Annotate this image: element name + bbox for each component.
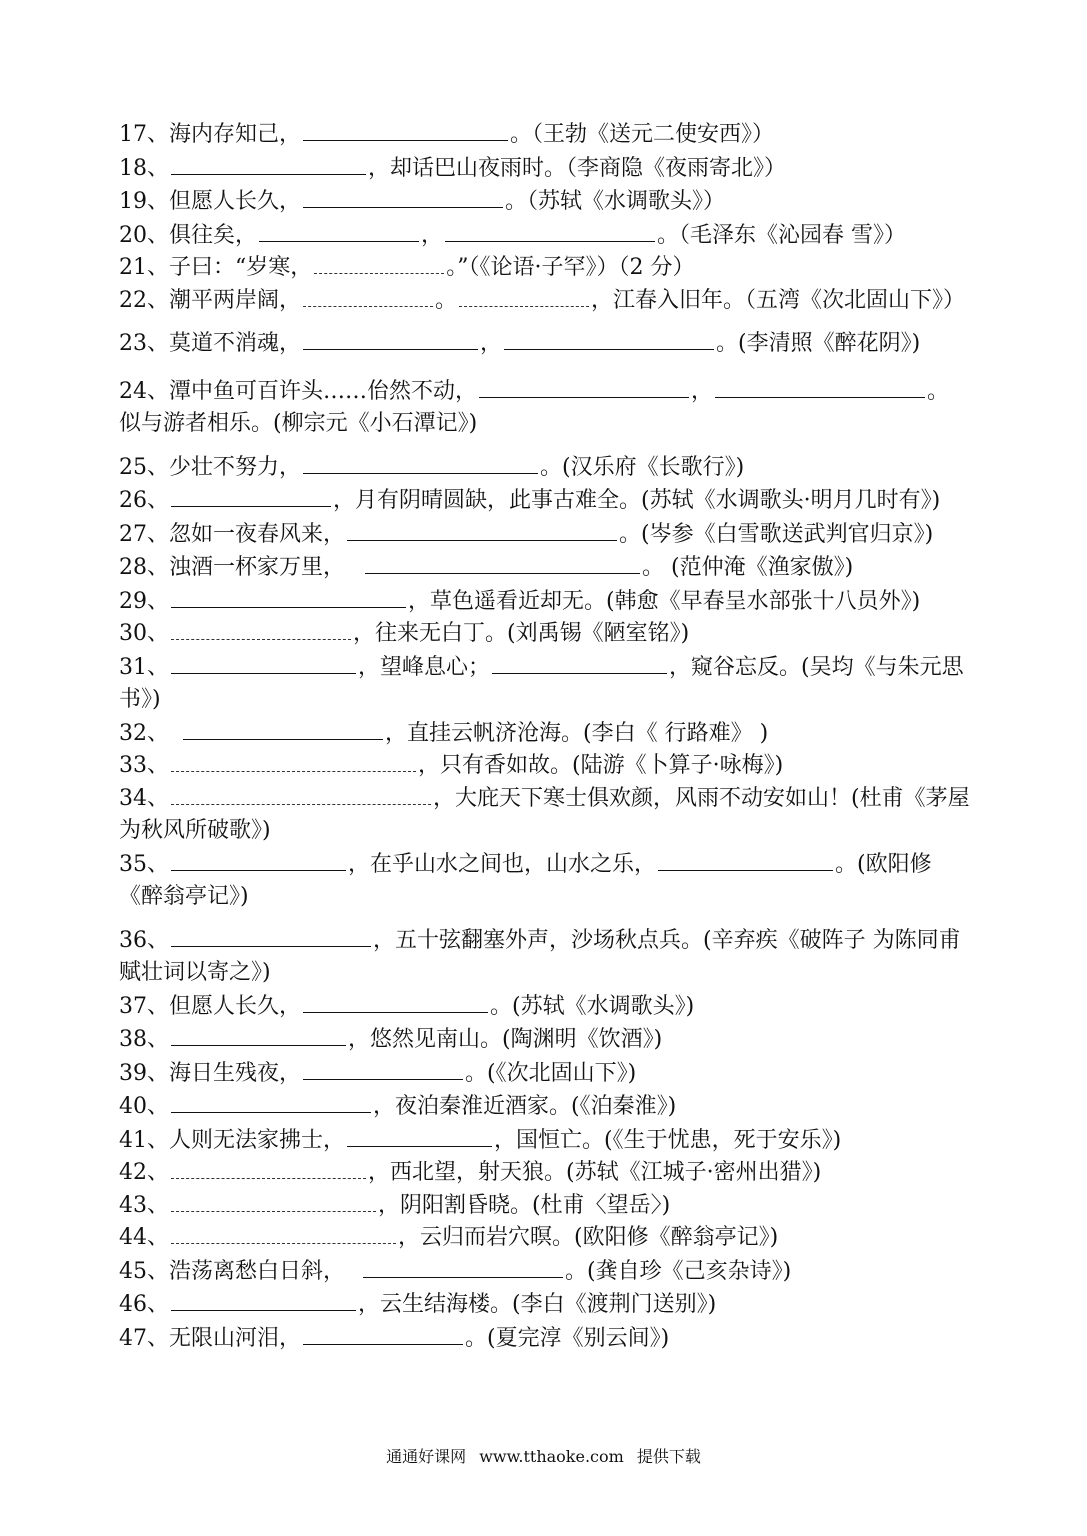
footer-url[interactable]: www.tthaoke.com (479, 1447, 624, 1466)
answer-blank[interactable] (365, 551, 640, 574)
question-43: 43、 ，阴阳割昏晓。(杜甫〈望岳〉) (119, 1192, 671, 1218)
question-46: 46、 ，云生结海楼。(李白《渡荆门送别》) (119, 1288, 971, 1322)
answer-blank[interactable] (492, 651, 667, 674)
answer-blank[interactable] (171, 1288, 356, 1311)
question-22: 22、潮平两岸阔， 。 ，江春入旧年。（五湾《次北固山下》） (119, 287, 966, 313)
question-45: 45、浩荡离愁白日斜， 。(龚自珍《己亥杂诗》) (119, 1255, 971, 1289)
answer-blank[interactable] (303, 118, 508, 141)
answer-blank[interactable] (363, 1255, 563, 1278)
answer-blank[interactable] (171, 1090, 371, 1113)
answer-blank[interactable] (459, 286, 589, 307)
question-39: 39、海日生残夜， 。(《次北固山下》) (119, 1057, 971, 1091)
question-47: 47、无限山河泪， 。(夏完淳《别云间》) (119, 1322, 971, 1356)
question-21: 21、子曰：“岁寒， 。”（《论语·子罕》）（2 分） (119, 255, 695, 280)
question-27: 27、忽如一夜春风来， 。(岑参《白雪歌送武判官归京》) (119, 518, 971, 552)
answer-blank[interactable] (171, 651, 356, 674)
question-41: 41、人则无法家拂士， ，国恒亡。(《生于忧患，死于安乐》) (119, 1124, 971, 1158)
answer-blank[interactable] (303, 1057, 463, 1080)
answer-blank[interactable] (303, 327, 478, 350)
question-23: 23、莫道不消魂， ， 。(李清照《醉花阴》) (119, 327, 971, 361)
question-20: 20、俱往矣， ， 。（毛泽东《沁园春 雪》） (119, 219, 971, 253)
answer-blank[interactable] (347, 1124, 492, 1147)
footer-note: 提供下载 (636, 1447, 701, 1466)
answer-blank[interactable] (171, 484, 331, 507)
answer-blank[interactable] (171, 924, 371, 947)
footer-site-name: 通通好课网 (386, 1447, 467, 1466)
answer-blank[interactable] (445, 219, 655, 242)
question-36: 36、 ，五十弦翻塞外声，沙场秋点兵。(辛弃疾《破阵子 为陈同甫赋壮词以寄之》) (119, 924, 971, 990)
question-37: 37、但愿人长久， 。(苏轼《水调歌头》) (119, 990, 971, 1024)
question-17: 17、海内存知己， 。（王勃《送元二使安西》） (119, 118, 971, 152)
question-40: 40、 ，夜泊秦淮近酒家。(《泊秦淮》) (119, 1090, 971, 1124)
answer-blank[interactable] (658, 848, 833, 871)
question-34: 34、 ，大庇天下寒士俱欢颜，风雨不动安如山！(杜甫《茅屋为秋风所破歌》) (119, 785, 970, 843)
question-44: 44、 ，云归而岩穴暝。(欧阳修《醉翁亭记》) (119, 1225, 779, 1250)
answer-blank[interactable] (171, 619, 351, 640)
answer-blank[interactable] (347, 518, 617, 541)
answer-blank[interactable] (171, 1023, 346, 1046)
answer-blank[interactable] (303, 1322, 463, 1345)
question-24: 24、潭中鱼可百许头……佁然不动， ， 。似与游者相乐。(柳宗元《小石潭记》) (119, 375, 971, 441)
answer-blank[interactable] (303, 185, 503, 208)
question-35: 35、 ，在乎山水之间也，山水之乐， 。(欧阳修《醉翁亭记》) (119, 848, 971, 914)
question-26: 26、 ，月有阴晴圆缺，此事古难全。(苏轼《水调歌头·明月几时有》) (119, 484, 971, 518)
question-29: 29、 ，草色遥看近却无。(韩愈《早春呈水部张十八员外》) (119, 585, 971, 619)
answer-blank[interactable] (259, 219, 419, 242)
answer-blank[interactable] (171, 1158, 366, 1179)
answer-blank[interactable] (479, 375, 689, 398)
answer-blank[interactable] (171, 784, 431, 805)
answer-blank[interactable] (171, 848, 346, 871)
question-31: 31、 ，望峰息心； ，窥谷忘反。(吴均《与朱元思书》) (119, 651, 971, 717)
question-28: 28、浊酒一杯家万里， 。 (范仲淹《渔家傲》) (119, 551, 971, 585)
answer-blank[interactable] (171, 585, 406, 608)
question-42: 42、 ，西北望，射天狼。(苏轼《江城子·密州出猎》) (119, 1160, 822, 1185)
answer-blank[interactable] (504, 327, 714, 350)
question-30: 30、 ，往来无白丁。(刘禹锡《陋室铭》) (119, 621, 690, 646)
answer-blank[interactable] (303, 286, 433, 307)
answer-blank[interactable] (715, 375, 925, 398)
question-32: 32、 ，直挂云帆济沧海。(李白《 行路难》 ) (119, 717, 971, 751)
answer-blank[interactable] (303, 990, 488, 1013)
question-18: 18、 ，却话巴山夜雨时。（李商隐《夜雨寄北》） (119, 152, 971, 186)
answer-blank[interactable] (303, 451, 538, 474)
page-footer (0, 1444, 1087, 1467)
answer-blank[interactable] (183, 717, 383, 740)
answer-blank[interactable] (171, 152, 366, 175)
answer-blank[interactable] (171, 1191, 376, 1212)
question-25: 25、少壮不努力， 。(汉乐府《长歌行》) (119, 451, 971, 485)
question-33: 33、 ，只有香如故。(陆游《卜算子·咏梅》) (119, 753, 784, 778)
question-19: 19、但愿人长久， 。（苏轼《水调歌头》） (119, 185, 971, 219)
question-list (119, 118, 971, 1355)
answer-blank[interactable] (171, 1223, 396, 1244)
answer-blank[interactable] (314, 253, 444, 274)
question-38: 38、 ，悠然见南山。(陶渊明《饮酒》) (119, 1023, 971, 1057)
answer-blank[interactable] (171, 751, 416, 772)
